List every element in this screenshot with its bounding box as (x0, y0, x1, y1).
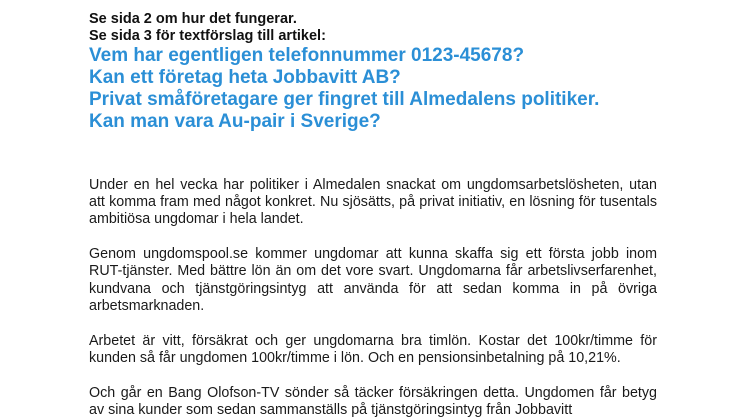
intro-line-page-2: Se sida 2 om hur det fungerar. (89, 11, 297, 27)
headline-almedalen: Privat småföretagare ger fingret till Almedalens politiker. (89, 89, 600, 110)
paragraph-ungdomspool: Genom ungdomspool.se kommer ungdomar att kunna skaffa sig ett första jobb inom RUT-tjänster. Med bättre lön än om det vore svart. Ungdomarna får arbetslivserfarenhet, kundvana och tjänstgöringsintyg att använda för att sedan komma in på övriga arbetsmarknaden. (89, 246, 657, 314)
intro-line-page-3: Se sida 3 för textförslag till artikel: (89, 28, 326, 44)
paragraph-intro: Under en hel vecka har politiker i Almedalen snackat om ungdomsarbetslösheten, utan att komma fram med något konkret. Nu sjösätts, på privat initiativ, en lösning för tusentals ambitiösa ungdomar i hela landet. (89, 177, 657, 228)
paragraph-wages: Arbetet är vitt, försäkrat och ger ungdomarna bra timlön. Kostar det 100kr/timme för kunden så får ungdomen 100kr/timme i lön. Och en pensionsinbetalning på 10,21%. (89, 332, 657, 366)
paragraph-insurance: Och går en Bang Olofson-TV sönder så täcker försäkringen detta. Ungdomen får betyg av sina kunder som sedan sammanställs på tjänstgöringsintyg från Jobbavitt (89, 384, 657, 418)
headline-phone-number: Vem har egentligen telefonnummer 0123-45678? (89, 45, 525, 66)
headline-company-name: Kan ett företag heta Jobbavitt AB? (89, 67, 401, 88)
headline-au-pair: Kan man vara Au-pair i Sverige? (89, 111, 381, 132)
article-body (89, 177, 657, 419)
document-header (89, 11, 669, 133)
